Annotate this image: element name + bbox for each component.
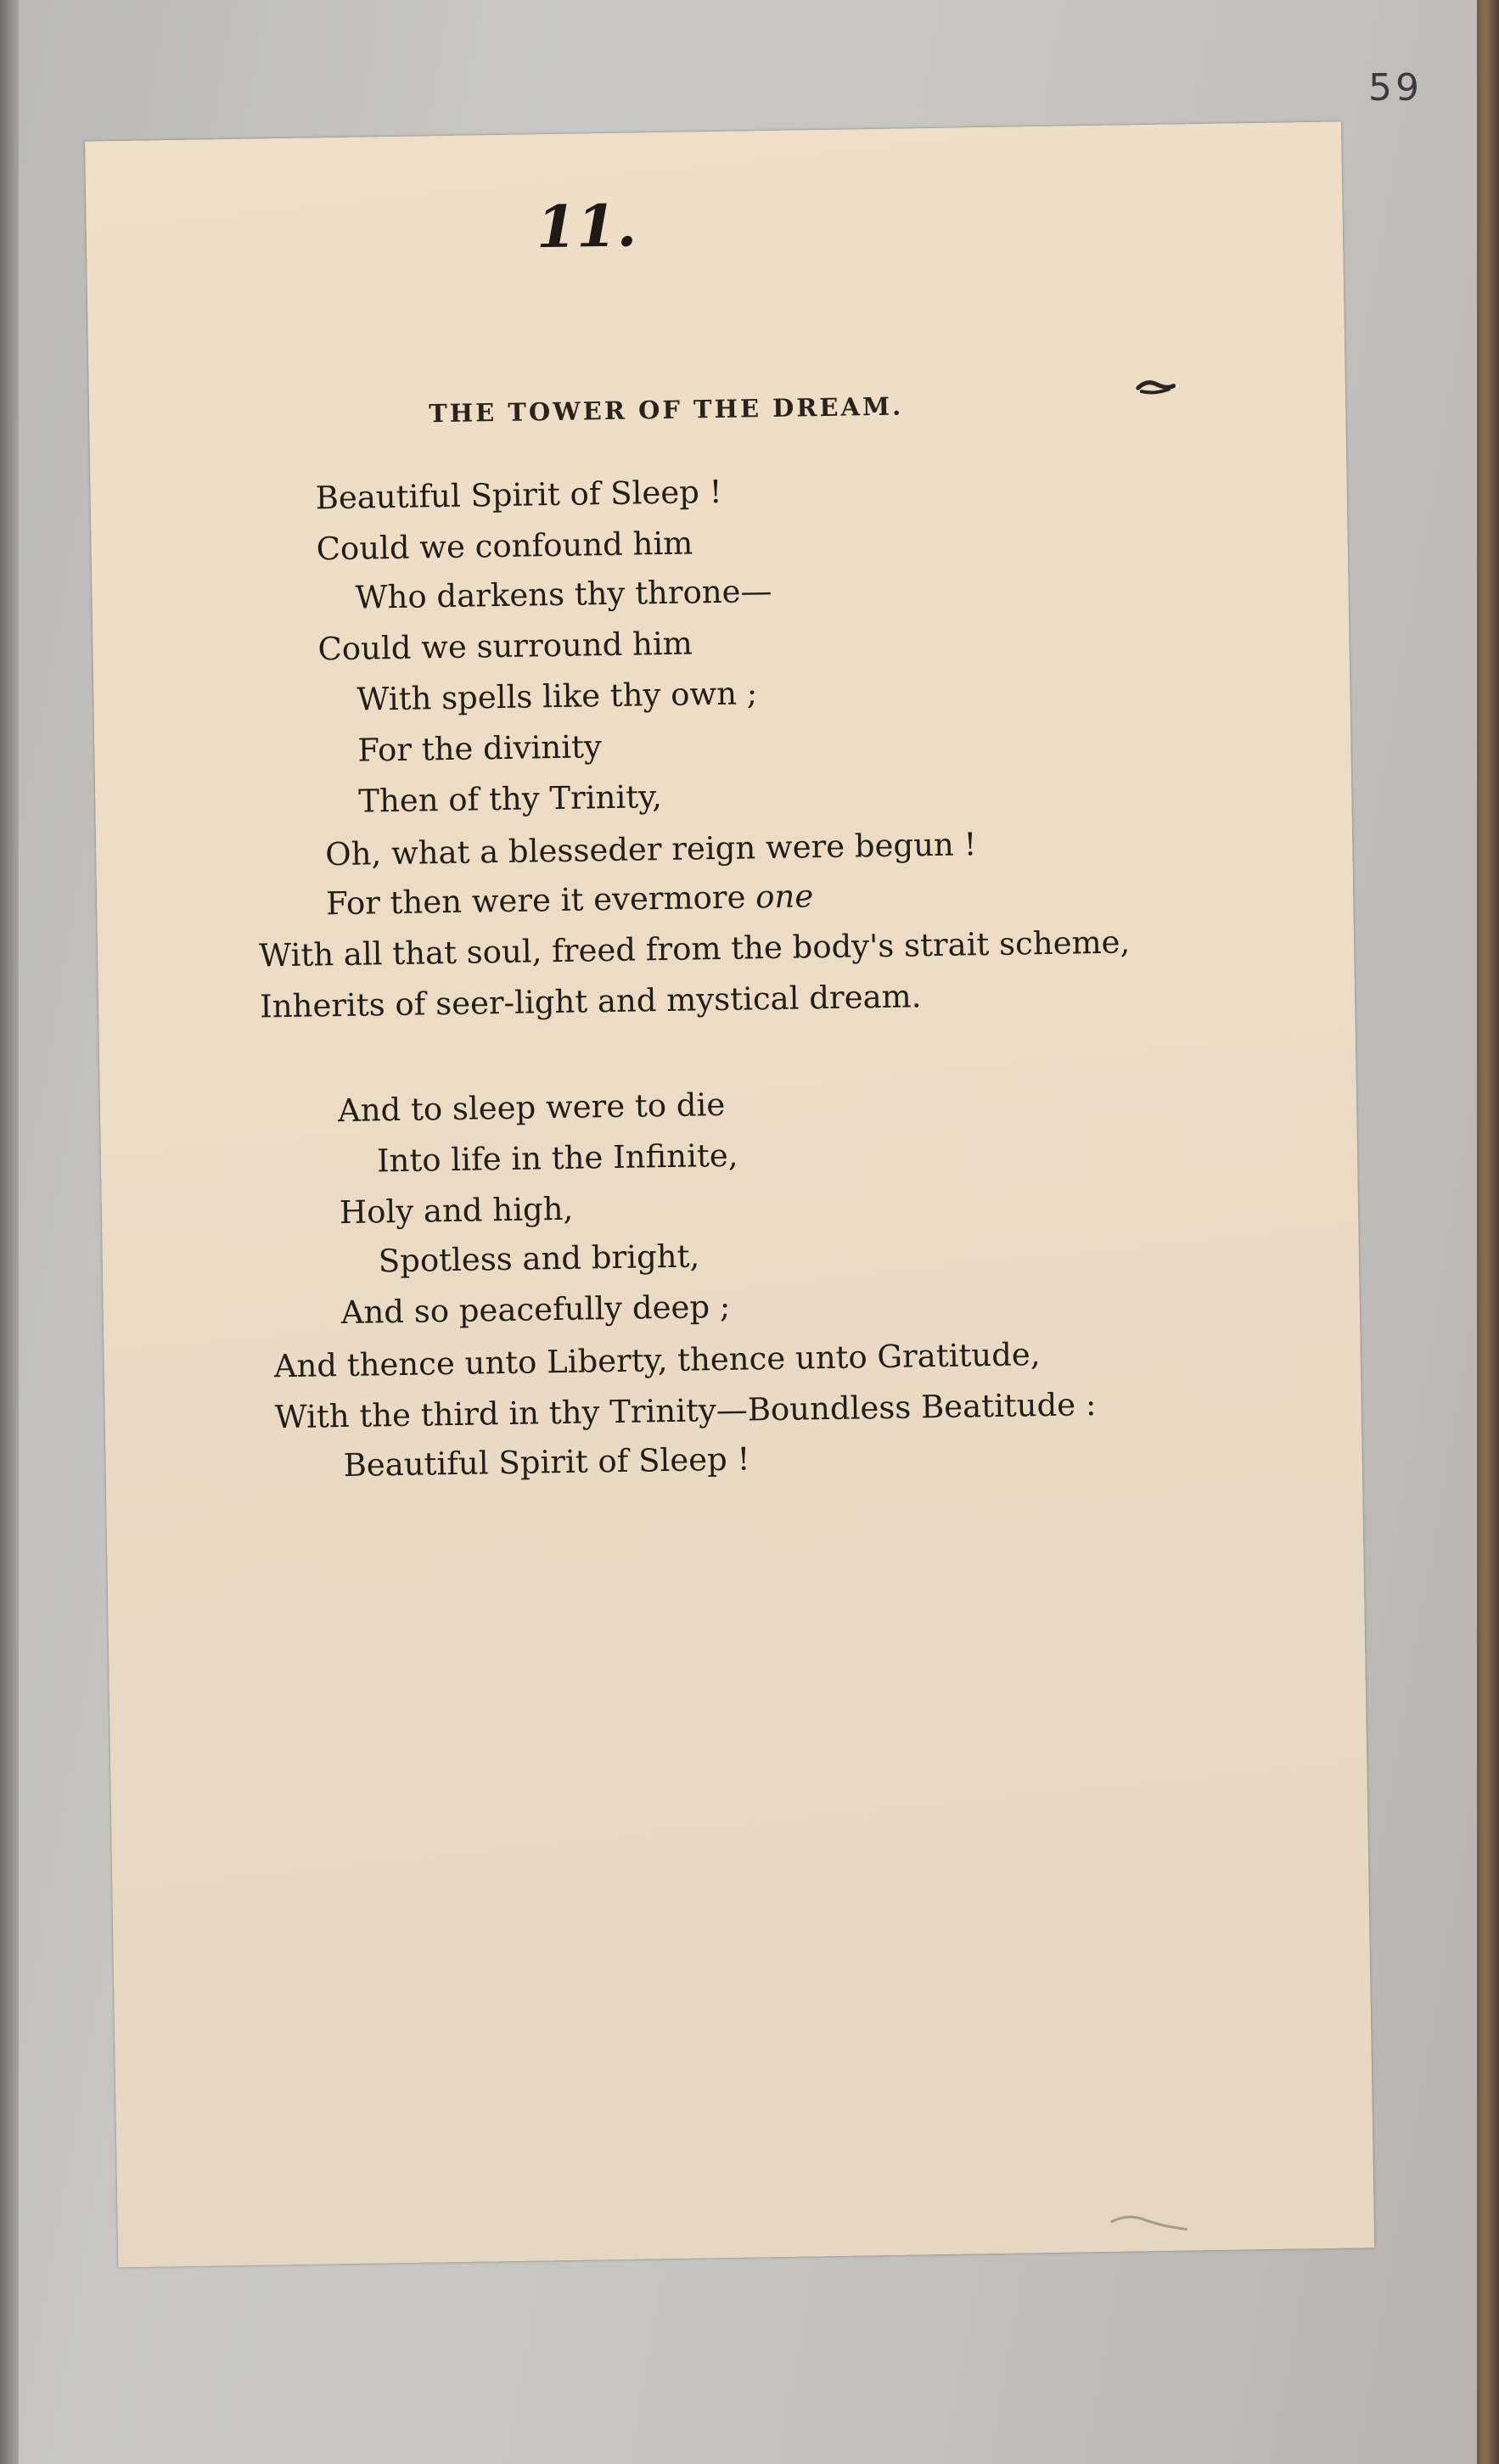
poem-line: Oh, what a blesseder reign were begun !: [324, 826, 977, 873]
poem-line: For then were it evermore one: [325, 878, 814, 923]
poem-line: With all that soul, freed from the body's strait scheme,: [258, 923, 1131, 974]
ink-mark-icon: [1135, 375, 1176, 398]
poem-line: And so peacefully deep ;: [340, 1288, 731, 1332]
page-number: 59: [1368, 66, 1423, 109]
ink-smudge-icon: [1102, 2195, 1204, 2248]
page-edge: [1477, 0, 1499, 2464]
poem-line: With spells like thy own ;: [357, 675, 758, 718]
poem-line: Inherits of seer-light and mystical dream.: [259, 978, 922, 1025]
handwritten-number: 11.: [536, 192, 637, 262]
poem-line: And thence unto Liberty, thence unto Gratitude,: [273, 1336, 1041, 1385]
poem-line: With the third in thy Trinity—Boundless Beatitude :: [274, 1386, 1097, 1436]
binding-gutter: [0, 0, 19, 2464]
poem-body: [90, 457, 1346, 1485]
poem-line: Beautiful Spirit of Sleep !: [315, 473, 722, 517]
poem-line: Holy and high,: [339, 1190, 574, 1232]
poem-line: Could we confound him: [316, 525, 693, 568]
poem-line: Into life in the Infinite,: [376, 1137, 738, 1180]
poem-line: Could we surround him: [317, 625, 693, 668]
poem-line: Beautiful Spirit of Sleep !: [343, 1440, 750, 1485]
poem-line: Then of thy Trinity,: [358, 778, 663, 820]
poem-line: For the divinity: [357, 728, 603, 769]
newspaper-clipping: [85, 121, 1374, 2267]
poem-line: Who darkens thy throne—: [355, 572, 772, 616]
poem-line: Spotless and bright,: [378, 1238, 700, 1280]
poem-title: THE TOWER OF THE DREAM.: [428, 391, 904, 429]
poem-line: And to sleep were to die: [337, 1086, 726, 1130]
